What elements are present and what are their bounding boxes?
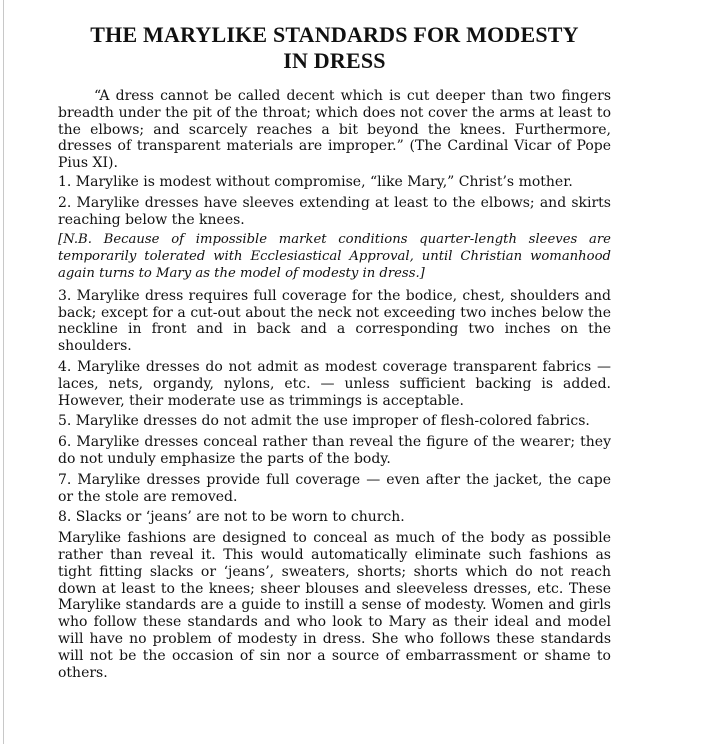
standard-item-3: 3. Marylike dress requires full coverage for the bodice, chest, shoulders and back; except for a cut-out about the neck not exceeding two inches below the neckline in front and in back and a corresponding two inches on the shoulders. [58,287,611,355]
closing-paragraph: Marylike fashions are designed to conceal as much of the body as possible rather than reveal it. This would automatically eliminate such fashions as tight fitting slacks or ‘jeans’, sweaters, shorts; shorts which do not reach down at least to the knees; sheer blouses and sleeveless dresses, etc. These Marylike standards are a guide to instill a sense of modesty. Women and girls who follow these standards and who look to Mary as their ideal and model will have no problem of modesty in dress. She who follows these standards will not be the occasion of sin nor a source of embarrassment or shame to others. [58,530,611,681]
nota-bene-note: [N.B. Because of impossible market conditions quarter-length sleeves are temporarily tolerated with Ecclesiastical Approval, until Christian womanhood again turns to Mary as the model of modesty in dress.] [58,232,611,281]
standard-item-1: 1. Marylike is modest without compromise, “like Mary,” Christ’s mother. [58,173,573,190]
title-line-1: THE MARYLIKE STANDARDS FOR MODESTY [90,22,579,47]
opening-quote: “A dress cannot be called decent which is cut deeper than two fingers breadth under the pit of the throat; which does not cover the arms at least to the elbows; and scarcely reaches a bit beyond the knees. Furthermore, dresses of transparent materials are improper.” (The Cardinal Vicar of Pope Pius XI). [58,88,611,172]
document-page [58,22,611,685]
standard-item-4: 4. Marylike dresses do not admit as modest coverage transparent fabrics — laces, nets, organdy, nylons, etc. — unless sufficient backing is added. However, their moderate use as trimmings is acceptable. [58,358,611,409]
standard-item-8: 8. Slacks or ‘jeans’ are not to be worn to church. [58,509,405,526]
standard-item-2: 2. Marylike dresses have sleeves extending at least to the elbows; and skirts reaching below the knees. [58,194,611,228]
standard-item-7: 7. Marylike dresses provide full coverage — even after the jacket, the cape or the stole are removed. [58,471,611,505]
standard-item-6: 6. Marylike dresses conceal rather than reveal the figure of the wearer; they do not unduly emphasize the parts of the body. [58,434,611,467]
page-edge-rule [3,0,4,744]
standard-item-5: 5. Marylike dresses do not admit the use improper of flesh-colored fabrics. [58,413,590,430]
title-line-2: IN DRESS [283,48,386,73]
document-title [58,22,611,74]
